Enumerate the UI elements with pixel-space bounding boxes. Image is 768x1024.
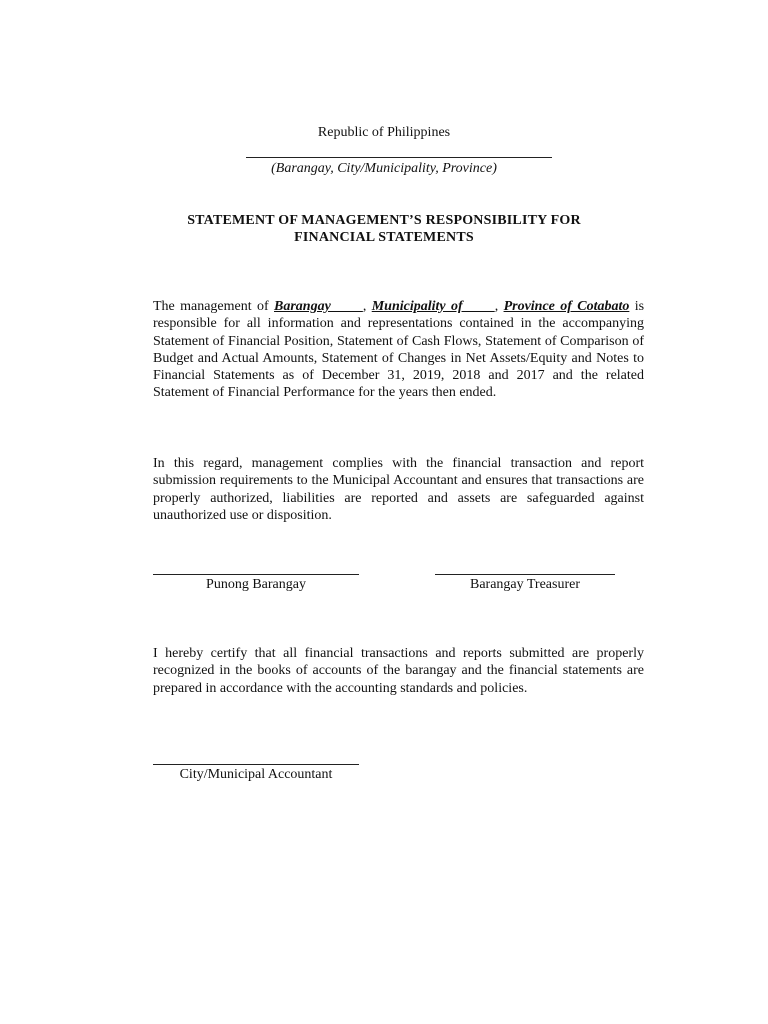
title-line-2: FINANCIAL STATEMENTS: [294, 230, 474, 245]
barangay-treasurer-label: Barangay Treasurer: [469, 577, 581, 592]
certification-paragraph: I hereby certify that all financial transactions and reports submitted are properly recognized in the books of accounts of the barangay and the financial statements are prepared in accordance with the accounting standards and policies.: [153, 646, 644, 696]
place-blank-line: [246, 157, 552, 158]
place-caption: (Barangay, City/Municipality, Province): [271, 161, 497, 176]
signature-line: [153, 574, 359, 575]
punong-barangay-signature: [153, 574, 359, 593]
barangay-treasurer-signature: [435, 574, 615, 593]
accountant-label: City/Municipal Accountant: [179, 767, 333, 782]
republic-heading: Republic of Philippines: [317, 125, 451, 140]
barangay-field: Barangay: [274, 299, 363, 314]
paragraph1-sep1: ,: [362, 299, 372, 314]
title-line-1: STATEMENT OF MANAGEMENT’S RESPONSIBILITY FOR: [187, 213, 581, 228]
paragraph1-sep2: ,: [494, 299, 504, 314]
compliance-paragraph: In this regard, management complies with the financial transaction and report submission requirements to the Municipal Accountant and ensures that transactions are properly authorized, liabilities are reported and assets are safeguarded against unauthorized use or disposition.: [153, 456, 644, 523]
paragraph1-lead: The management of: [153, 299, 274, 314]
signature-line: [435, 574, 615, 575]
responsibility-paragraph: [153, 298, 644, 402]
punong-barangay-label: Punong Barangay: [206, 577, 306, 592]
signature-line: [153, 764, 359, 765]
province-field: Province of Cotabato: [503, 299, 630, 314]
document-title: [0, 212, 768, 246]
paragraph1-rest: is responsible for all information and representations contained in the accompanying Statement of Financial Position, Statement of Cash Flows, Statement of Comparison of Budget and Actual Amounts, Statement of Changes in Net Assets/Equity and Notes to Financial Statements as of December 31, 2019, 2018 and 2017 and the related Statement of Financial Performance for the years then ended.: [153, 299, 645, 401]
accountant-signature: [153, 764, 359, 783]
municipality-field: Municipality of: [371, 299, 495, 314]
